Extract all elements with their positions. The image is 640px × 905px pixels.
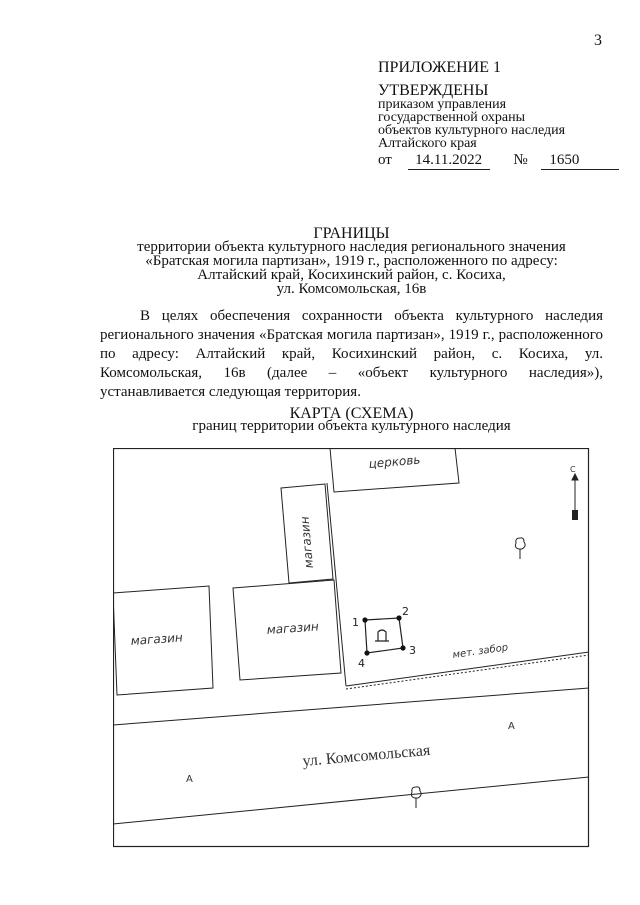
approval-line: Алтайского края: [378, 136, 477, 151]
map-subtitle: границ территории объекта культурного наследия: [192, 418, 511, 434]
fence-label: мет. забор: [451, 642, 509, 661]
boundary-point-3: [400, 645, 405, 650]
from-label: от: [378, 152, 392, 168]
site-map: [113, 448, 590, 848]
church-label: церковь: [368, 452, 421, 471]
number-sign: №: [513, 152, 528, 168]
approval-line: государственной охраны: [378, 110, 526, 125]
subtitle-line: ул. Комсомольская, 16в: [276, 281, 427, 297]
subtitle-line: Алтайский край, Косихинский район, с. Косиха,: [197, 267, 506, 283]
body-paragraph: В целях обеспечения сохранности объекта культурного наследия регионального значения «Братская могила партизан», 1919 г., расположенного по адресу: Алтайский край, Косихинский район, с. Косиха, ул. Комсомольская, 16в (далее – «объект культурного наследия»), устанавливается следующая территория.: [100, 308, 603, 400]
order-number: 1650: [541, 152, 619, 170]
approved-label: УТВЕРЖДЕНЫ: [378, 82, 489, 99]
approval-line: объектов культурного наследия: [378, 123, 566, 138]
order-line: [378, 152, 619, 170]
boundary-point-2: [396, 615, 401, 620]
document-title: ГРАНИЦЫ: [313, 225, 390, 242]
shop-label-middle: магазин: [266, 619, 320, 637]
boundary-point-1: [362, 617, 367, 622]
approval-block: [378, 61, 565, 150]
map-title: КАРТА (СХЕМА): [289, 405, 414, 422]
asphalt-label: А: [508, 721, 515, 732]
point-label-1: 1: [352, 616, 359, 629]
point-label-4: 4: [358, 657, 365, 670]
point-label-3: 3: [409, 644, 416, 657]
point-label-2: 2: [402, 605, 409, 618]
asphalt-label: А: [186, 774, 193, 785]
document-subtitle: [100, 240, 603, 296]
appendix-label: ПРИЛОЖЕНИЕ 1: [378, 59, 502, 76]
map-frame: [114, 449, 589, 847]
street-label: ул. Комсомольская: [301, 741, 431, 770]
subtitle-line: территории объекта культурного наследия регионального значения: [137, 239, 566, 255]
subtitle-line: «Братская могила партизан», 1919 г., расположенного по адресу:: [145, 253, 558, 269]
north-label: С: [570, 465, 576, 474]
approval-line: приказом управления: [378, 97, 507, 112]
shop-label-left: магазин: [130, 630, 184, 648]
page-number: 3: [594, 32, 602, 49]
order-date: 14.11.2022: [408, 152, 490, 170]
shop-label-vertical: магазин: [297, 515, 316, 569]
boundary-point-4: [364, 650, 369, 655]
